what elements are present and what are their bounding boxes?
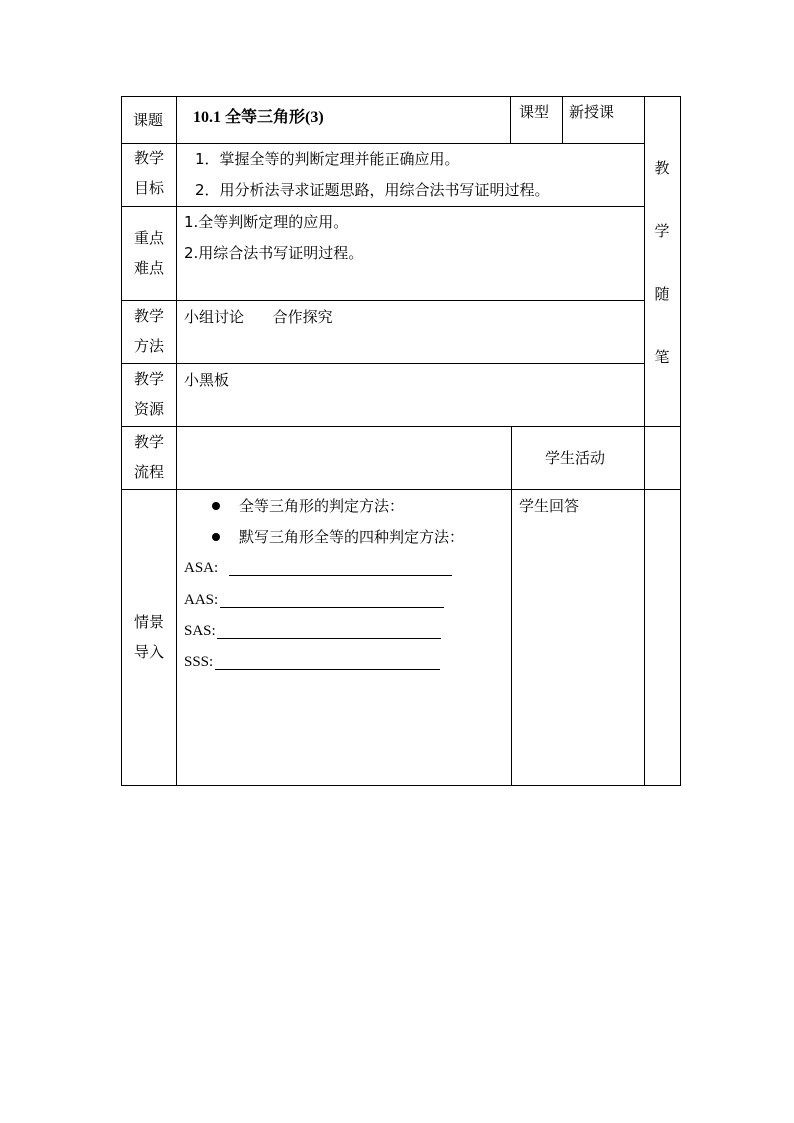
method-label [129, 301, 169, 361]
flow-label-line: 教学 [133, 433, 164, 451]
resources-label [129, 364, 169, 424]
objectives-label-line: 教学 [133, 149, 164, 167]
intro-label-line: 情景 [133, 613, 164, 631]
method-label-line: 方法 [133, 337, 164, 355]
blank-line-aas [220, 607, 444, 608]
blank-label-sss: SSS: [184, 654, 214, 670]
intro-bullet: 默写三角形全等的四种判定方法： [239, 528, 465, 546]
table-border-bottom [121, 785, 681, 786]
label-column-divider [176, 96, 177, 786]
resources-label-line: 教学 [133, 370, 164, 388]
table-border-right [680, 96, 681, 786]
blank-line-asa [229, 575, 452, 576]
bullet-dot-icon [212, 502, 220, 510]
table-border-top [121, 96, 681, 97]
teaching-notes-label [644, 157, 680, 409]
note-char: 随 [654, 285, 670, 303]
objective-item: 2．用分析法寻求证题思路，用综合法书写证明过程。 [195, 181, 550, 199]
flow-label-line: 流程 [133, 463, 164, 481]
type-value: 新授课 [569, 103, 615, 121]
student-activity-header: 学生活动 [545, 449, 606, 467]
row-divider [121, 363, 644, 364]
row-divider [121, 143, 644, 144]
row-divider [121, 300, 644, 301]
key-points-label [129, 223, 169, 283]
blank-line-sss [215, 669, 440, 670]
header-divider-type-value [562, 96, 563, 144]
bullet-dot-icon [212, 533, 220, 541]
note-char: 学 [654, 222, 670, 240]
row-divider [121, 426, 681, 427]
resources-label-line: 资源 [133, 400, 164, 418]
objective-item: 1．掌握全等的判断定理并能正确应用。 [195, 150, 460, 168]
note-char: 教 [654, 159, 670, 177]
method-value: 小组讨论 合作探究 [184, 308, 333, 326]
row-divider [121, 489, 681, 490]
student-response: 学生回答 [519, 497, 580, 515]
flow-label [129, 427, 169, 487]
header-divider-type [510, 96, 511, 144]
key-point-item: 2.用综合法书写证明过程。 [184, 244, 364, 262]
blank-label-sas: SAS: [184, 623, 216, 639]
blank-label-asa: ASA: [184, 560, 219, 576]
row-divider [121, 206, 644, 207]
intro-label [129, 607, 169, 667]
note-char: 笔 [654, 348, 670, 366]
topic-value: 10.1 全等三角形(3) [193, 109, 324, 126]
table-border-left [121, 96, 122, 786]
topic-label: 课题 [133, 111, 164, 129]
intro-label-line: 导入 [133, 643, 164, 661]
type-label: 课型 [519, 103, 550, 121]
activity-column-divider [511, 426, 512, 786]
resources-value: 小黑板 [184, 371, 230, 389]
objectives-label [129, 143, 169, 203]
blank-line-sas [217, 638, 441, 639]
blank-label-aas: AAS: [184, 592, 219, 608]
lesson-plan-table [121, 96, 681, 786]
key-points-label-line: 重点 [133, 229, 164, 247]
method-label-line: 教学 [133, 307, 164, 325]
objectives-label-line: 目标 [133, 179, 164, 197]
key-points-label-line: 难点 [133, 259, 164, 277]
intro-bullet: 全等三角形的判定方法： [239, 497, 405, 515]
key-point-item: 1.全等判断定理的应用。 [184, 213, 349, 231]
